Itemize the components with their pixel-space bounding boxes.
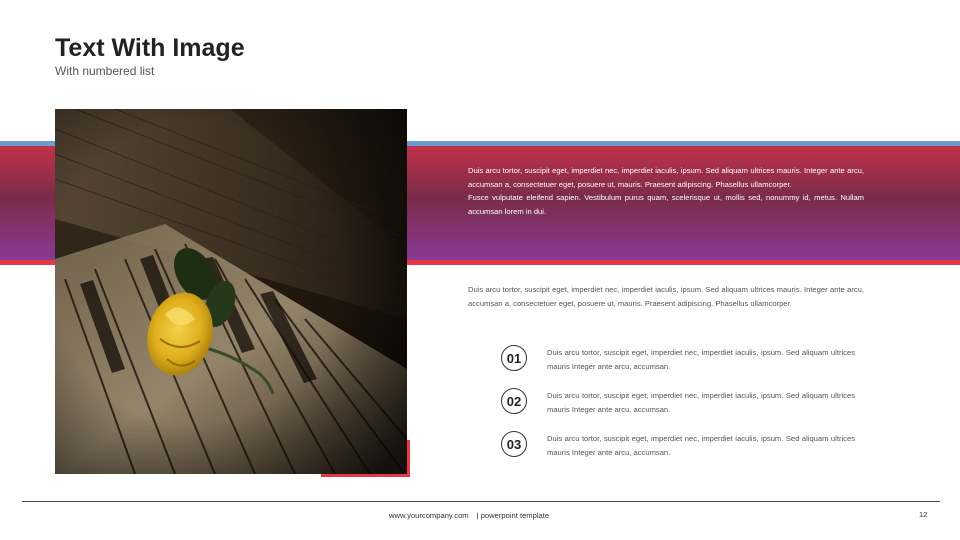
list-item-text: Duis arcu tortor, suscipit eget, imperdiet nec, imperdiet iaculis, ipsum. Sed aliquam ultrices mauris Integer ante arcu, accumsan. bbox=[547, 391, 855, 414]
number-badge: 01 bbox=[501, 345, 527, 371]
list-item-text: Duis arcu tortor, suscipit eget, imperdiet nec, imperdiet iaculis, ipsum. Sed aliquam ultrices mauris Integer ante arcu, accumsan. bbox=[547, 434, 855, 457]
slide-title: Text With Image bbox=[55, 34, 245, 62]
list-item-text: Duis arcu tortor, suscipit eget, imperdiet nec, imperdiet iaculis, ipsum. Sed aliquam ultrices mauris Integer ante arcu, accumsan. bbox=[547, 348, 855, 371]
band-paragraph-2: Fusce vulputate eleifend sapien. Vestibulum purus quam, scelerisque ut, mollis sed, nonummy id, metus. Nullam accumsan lorem in dui. bbox=[468, 193, 864, 216]
number-badge: 02 bbox=[501, 388, 527, 414]
slide-subtitle: With numbered list bbox=[55, 64, 155, 78]
rose-on-piano-keys-icon bbox=[55, 109, 407, 474]
footer-template-label: | powerpoint template bbox=[476, 511, 550, 520]
list-item bbox=[501, 388, 861, 418]
list-item bbox=[501, 431, 861, 461]
footer-website: www.yourcompany.com bbox=[389, 511, 469, 520]
band-text bbox=[468, 164, 864, 218]
page-number: 12 bbox=[919, 510, 928, 519]
band-paragraph-1: Duis arcu tortor, suscipit eget, imperdiet nec, imperdiet iaculis, ipsum. Sed aliquam ultrices mauris. Integer ante arcu, accumsan a, consectetuer eget, posuere ut, mauris. Praesent adipiscing. Phasellus ullamcorper. bbox=[468, 166, 864, 189]
body-paragraph: Duis arcu tortor, suscipit eget, imperdiet nec, imperdiet iaculis, ipsum. Sed aliquam ultrices mauris. Integer ante arcu, accumsan a, consectetuer eget, posuere ut, mauris. Praesent adipiscing. Phasellus ullamcorper. bbox=[468, 285, 864, 308]
list-item bbox=[501, 345, 861, 375]
number-badge: 03 bbox=[501, 431, 527, 457]
footer bbox=[389, 511, 549, 520]
footer-divider bbox=[22, 501, 940, 502]
